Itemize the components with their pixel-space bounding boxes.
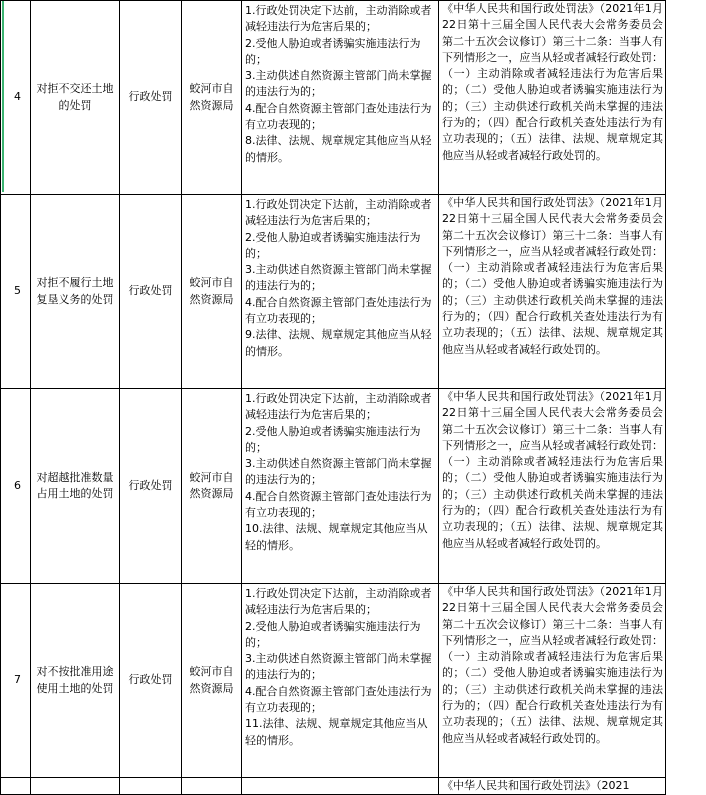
condition-item: 3.主动供述自然资源主管部门尚未掌握的违法行为的； bbox=[245, 652, 432, 682]
row-number[interactable]: 7 bbox=[1, 584, 31, 778]
table-row[interactable] bbox=[1, 195, 666, 389]
implementing-agency[interactable]: 蛟河市自然资源局 bbox=[182, 1, 242, 195]
table-row[interactable] bbox=[1, 584, 666, 778]
row-number[interactable] bbox=[1, 778, 31, 795]
condition-item: 3.主动供述自然资源主管部门尚未掌握的违法行为的； bbox=[245, 457, 432, 487]
legal-basis[interactable] bbox=[439, 584, 666, 778]
condition-item: 2.受他人胁迫或者诱骗实施违法行为的； bbox=[245, 36, 421, 66]
legal-basis[interactable] bbox=[439, 389, 666, 584]
condition-item: 1.行政处罚决定下达前，主动消除或者减轻违法行为危害后果的； bbox=[245, 198, 432, 228]
mitigating-conditions[interactable] bbox=[242, 778, 439, 795]
legal-basis-text: 《中华人民共和国行政处罚法》（2021年1月22日第十三届全国人民代表大会常务委员会第二十五次会议修订）第三十二条：当事人有下列情形之一，应当从轻或者减轻行政处罚：（一）主动消除或者减轻违法行为危害后果的；（二）受他人胁迫或者诱骗实施违法行为的；（三）主动供述行政机关尚未掌握的违法行为的；（四）配合行政机关查处违法行为有立功表现的；（五）法律、法规、规章规定其他应当从轻或者减轻行政处罚的。 bbox=[442, 390, 663, 550]
item-type[interactable]: 行政处罚 bbox=[120, 195, 182, 389]
item-type[interactable] bbox=[120, 778, 182, 795]
condition-item: 4.配合自然资源主管部门查处违法行为有立功表现的； bbox=[245, 489, 432, 520]
condition-item: 11.法律、法规、规章规定其他应当从轻的情形。 bbox=[245, 717, 428, 747]
condition-item: 2.受他人胁迫或者诱骗实施违法行为的； bbox=[245, 424, 421, 454]
condition-item: 2.受他人胁迫或者诱骗实施违法行为的； bbox=[245, 230, 421, 260]
item-name[interactable] bbox=[31, 778, 120, 795]
implementing-agency[interactable] bbox=[182, 778, 242, 795]
implementing-agency[interactable]: 蛟河市自然资源局 bbox=[182, 584, 242, 778]
legal-basis-text: 《中华人民共和国行政处罚法》（2021 bbox=[442, 779, 630, 792]
mitigating-conditions[interactable] bbox=[242, 195, 439, 389]
condition-item: 3.主动供述自然资源主管部门尚未掌握的违法行为的； bbox=[245, 263, 432, 293]
legal-basis[interactable] bbox=[439, 195, 666, 389]
table-row-partial[interactable] bbox=[1, 778, 666, 795]
condition-item: 3.主动供述自然资源主管部门尚未掌握的违法行为的； bbox=[245, 69, 432, 99]
item-name[interactable]: 对拒不履行土地复垦义务的处罚 bbox=[31, 195, 120, 389]
condition-item: 2.受他人胁迫或者诱骗实施违法行为的； bbox=[245, 619, 421, 649]
table-row[interactable] bbox=[1, 1, 666, 195]
condition-item: 1.行政处罚决定下达前，主动消除或者减轻违法行为危害后果的； bbox=[245, 4, 432, 34]
condition-item: 10.法律、法规、规章规定其他应当从轻的情形。 bbox=[245, 522, 428, 552]
legal-basis-text: 《中华人民共和国行政处罚法》（2021年1月22日第十三届全国人民代表大会常务委员会第二十五次会议修订）第三十二条：当事人有下列情形之一，应当从轻或者减轻行政处罚：（一）主动消除或者减轻违法行为危害后果的；（二）受他人胁迫或者诱骗实施违法行为的；（三）主动供述行政机关尚未掌握的违法行为的；（四）配合行政机关查处违法行为有立功表现的；（五）法律、法规、规章规定其他应当从轻或者减轻行政处罚的。 bbox=[442, 196, 663, 356]
item-type[interactable]: 行政处罚 bbox=[120, 389, 182, 584]
mitigating-conditions[interactable] bbox=[242, 584, 439, 778]
legal-basis[interactable] bbox=[439, 778, 666, 795]
table-row[interactable] bbox=[1, 389, 666, 584]
mitigating-conditions[interactable] bbox=[242, 1, 439, 195]
mitigating-conditions[interactable] bbox=[242, 389, 439, 584]
item-type[interactable]: 行政处罚 bbox=[120, 1, 182, 195]
item-type[interactable]: 行政处罚 bbox=[120, 584, 182, 778]
legal-basis[interactable] bbox=[439, 1, 666, 195]
item-name[interactable]: 对超越批准数量占用土地的处罚 bbox=[31, 389, 120, 584]
implementing-agency[interactable]: 蛟河市自然资源局 bbox=[182, 389, 242, 584]
condition-item: 4.配合自然资源主管部门查处违法行为有立功表现的； bbox=[245, 684, 432, 715]
implementing-agency[interactable]: 蛟河市自然资源局 bbox=[182, 195, 242, 389]
condition-item: 1.行政处罚决定下达前，主动消除或者减轻违法行为危害后果的； bbox=[245, 587, 432, 617]
legal-basis-text: 《中华人民共和国行政处罚法》（2021年1月22日第十三届全国人民代表大会常务委员会第二十五次会议修订）第三十二条：当事人有下列情形之一，应当从轻或者减轻行政处罚：（一）主动消除或者减轻违法行为危害后果的；（二）受他人胁迫或者诱骗实施违法行为的；（三）主动供述行政机关尚未掌握的违法行为的；（四）配合行政机关查处违法行为有立功表现的；（五）法律、法规、规章规定其他应当从轻或者减轻行政处罚的。 bbox=[442, 585, 663, 745]
condition-item: 8.法律、法规、规章规定其他应当从轻的情形。 bbox=[245, 134, 432, 164]
item-name[interactable]: 对不按批准用途使用土地的处罚 bbox=[31, 584, 120, 778]
item-name[interactable]: 对拒不交还土地的处罚 bbox=[31, 1, 120, 195]
condition-item: 4.配合自然资源主管部门查处违法行为有立功表现的； bbox=[245, 295, 432, 326]
condition-item: 4.配合自然资源主管部门查处违法行为有立功表现的； bbox=[245, 101, 432, 132]
condition-item: 1.行政处罚决定下达前，主动消除或者减轻违法行为危害后果的； bbox=[245, 392, 432, 422]
condition-item: 9.法律、法规、规章规定其他应当从轻的情形。 bbox=[245, 328, 432, 358]
row-number[interactable]: 4 bbox=[1, 1, 31, 195]
row-number[interactable]: 6 bbox=[1, 389, 31, 584]
row-number[interactable]: 5 bbox=[1, 195, 31, 389]
legal-basis-text: 《中华人民共和国行政处罚法》（2021年1月22日第十三届全国人民代表大会常务委员会第二十五次会议修订）第三十二条：当事人有下列情形之一，应当从轻或者减轻行政处罚：（一）主动消除或者减轻违法行为危害后果的；（二）受他人胁迫或者诱骗实施违法行为的；（三）主动供述行政机关尚未掌握的违法行为的；（四）配合行政机关查处违法行为有立功表现的；（五）法律、法规、规章规定其他应当从轻或者减轻行政处罚的。 bbox=[442, 2, 663, 162]
